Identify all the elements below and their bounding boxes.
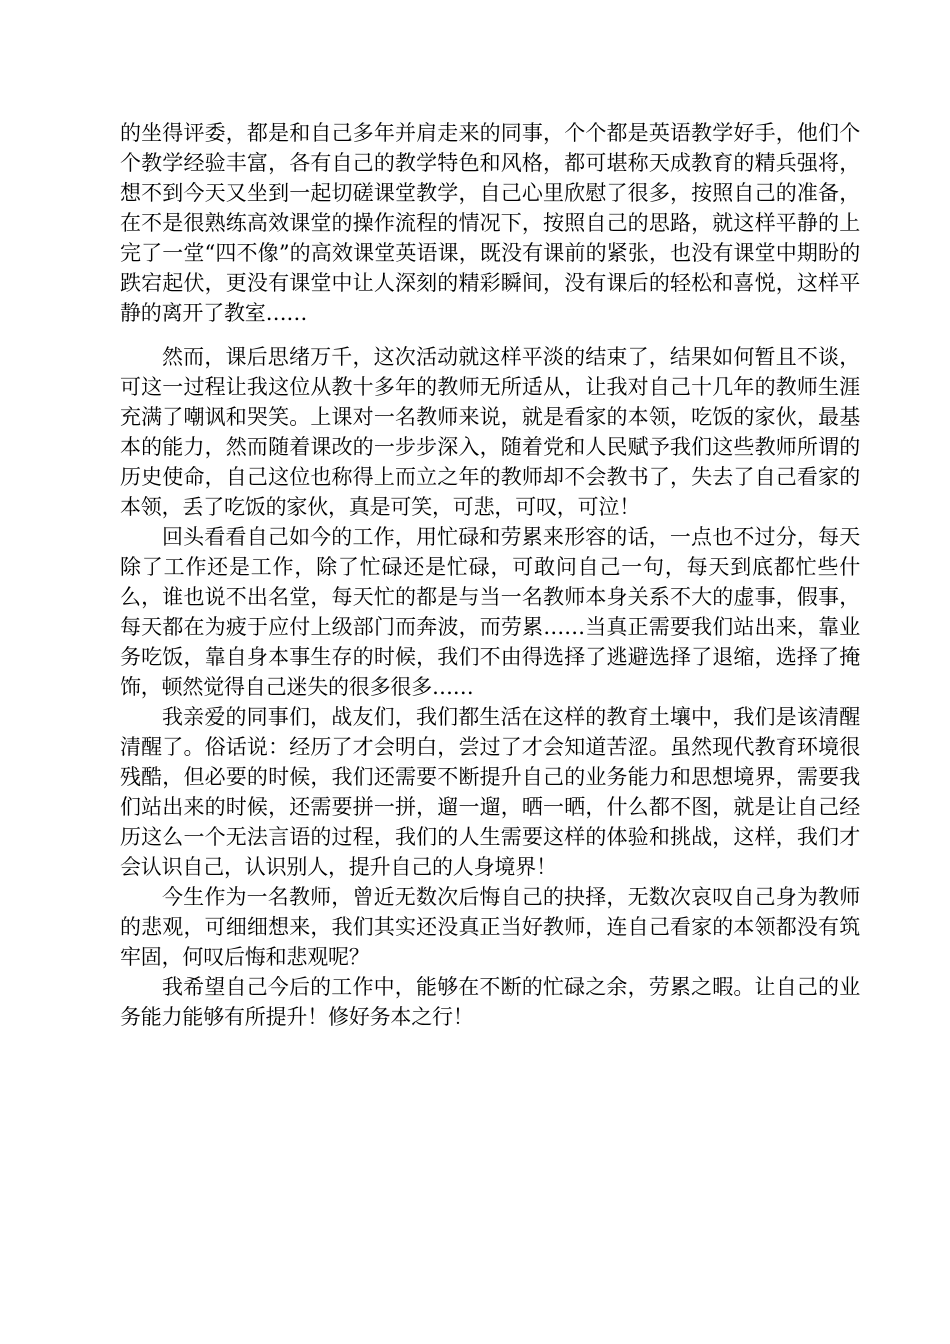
paragraph-2: 然而，课后思绪万千，这次活动就这样平淡的结束了，结果如何暂且不谈，可这一过程让我这位从教十多年的教师无所适从，让我对自己十几年的教师生涯充满了嘲讽和哭笑。上课对一名教师来说，就是看家的本领，吃饭的家伙，最基本的能力，然而随着课改的一步步深入，随着党和人民赋予我们这些教师所谓的历史使命，自己这位也称得上而立之年的教师却不会教书了，失去了自己看家的本领，丢了吃饭的家伙，真是可笑，可悲，可叹，可泣！	[120, 345, 860, 519]
paragraph-5: 今生作为一名教师，曾近无数次后悔自己的抉择，无数次哀叹自己身为教师的悲观，可细细想来，我们其实还没真正当好教师，连自己看家的本领都没有筑牢固，何叹后悔和悲观呢？	[120, 885, 860, 969]
paragraph-4: 我亲爱的同事们，战友们，我们都生活在这样的教育土壤中，我们是该清醒清醒了。俗话说：经历了才会明白，尝过了才会知道苦涩。虽然现代教育环境很残酷，但必要的时候，我们还需要不断提升自己的业务能力和思想境界，需要我们站出来的时候，还需要拼一拼，遛一遛，晒一晒，什么都不图，就是让自己经历这么一个无法言语的过程，我们的人生需要这样的体验和挑战，这样，我们才会认识自己，认识别人，提升自己的人身境界！	[120, 705, 860, 879]
document-body	[120, 118, 860, 1032]
paragraph-1: 的坐得评委，都是和自己多年并肩走来的同事，个个都是英语教学好手，他们个个教学经验丰富，各有自己的教学特色和风格，都可堪称天成教育的精兵强将，想不到今天又坐到一起切磋课堂教学，自己心里欣慰了很多，按照自己的准备，在不是很熟练高效课堂的操作流程的情况下，按照自己的思路，就这样平静的上完了一堂“四不像”的高效课堂英语课，既没有课前的紧张，也没有课堂中期盼的跌宕起伏，更没有课堂中让人深刻的精彩瞬间，没有课后的轻松和喜悦，这样平静的离开了教室……	[120, 121, 860, 325]
paragraph-3: 回头看看自己如今的工作，用忙碌和劳累来形容的话，一点也不过分，每天除了工作还是工作，除了忙碌还是忙碌，可敢问自己一句，每天到底都忙些什么，谁也说不出名堂，每天忙的都是与当一名教师本身关系不大的虚事，假事，每天都在为疲于应付上级部门而奔波，而劳累……当真正需要我们站出来，靠业务吃饭，靠自身本事生存的时候，我们不由得选择了逃避选择了退缩，选择了掩饰，顿然觉得自己迷失的很多很多……	[120, 525, 860, 699]
paragraph-6: 我希望自己今后的工作中，能够在不断的忙碌之余，劳累之暇。让自己的业务能力能够有所提升！修好务本之行！	[120, 975, 860, 1029]
